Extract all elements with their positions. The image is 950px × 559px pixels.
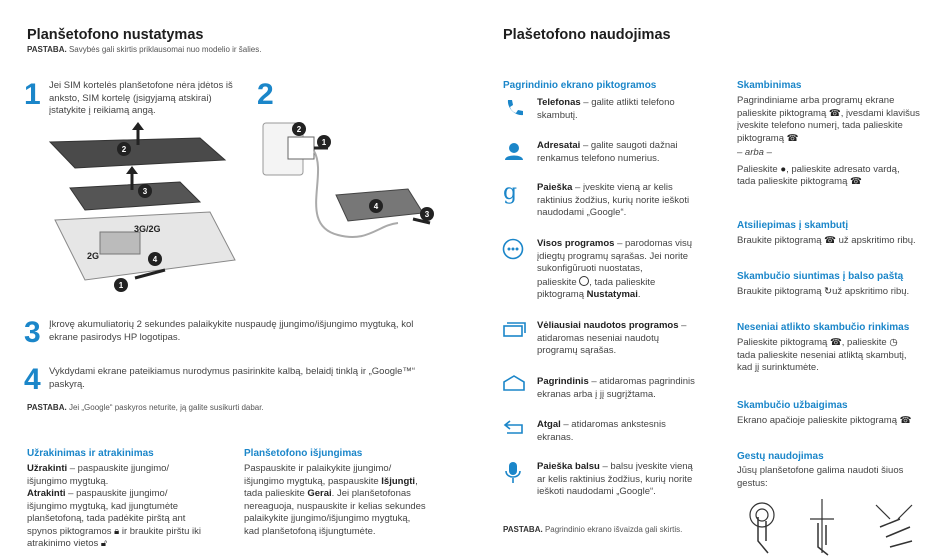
adapter-shape (288, 137, 314, 159)
apps-icon (502, 238, 524, 260)
right-note: PASTABA. Pagrindinio ekrano išvaizda gali skirtis. (503, 525, 683, 534)
home-icons-heading: Pagrindinio ekrano piktogramos (503, 80, 657, 91)
google-g-icon: g (503, 180, 518, 205)
lock-heading: Užrakinimas ir atrakinimas (27, 448, 154, 459)
step-2-number: 2 (257, 78, 274, 111)
left-note (27, 45, 261, 54)
gesture-illustrations (740, 497, 930, 557)
calls-text: Pagrindiniame arba programų ekrane palieskite piktogramą ☎︎, įvesdami klavišus įveskite telefono numerį, tada palieskite piktogramą ☎︎ – arba – Palieskite ●, palieskite adresato vardą, tada palieskite piktogramą ☎︎ (737, 95, 920, 187)
charge-callout-4: 4 (369, 199, 383, 213)
calls-heading: Skambinimas (737, 80, 802, 91)
note2-label: PASTABA. (27, 403, 67, 412)
left-page-title: Planšetofono nustatymas (27, 27, 204, 43)
item-contacts: Adresatai – galite saugoti dažnai renkamus telefono numerius. (537, 140, 678, 164)
right-page-title: Plašetofono naudojimas (503, 27, 671, 43)
end-call-text: Ekrano apačioje palieskite piktogramą ☎︎ (737, 415, 912, 426)
recent-call-heading: Neseniai atlikto skambučio rinkimas (737, 322, 910, 333)
end-call-heading: Skambučio užbaigimas (737, 400, 848, 411)
unlock-icon: 🔓︎ (100, 538, 108, 549)
lock-text: Užrakinti – paspauskite įjungimo/ išjungimo mygtuką. Atrakinti – paspauskite įjungimo/ išjungimo mygtuką, kad įjungtumėte planšetofoną, tada padėkite pirštą ant spynos piktogramos 🔒︎ ir braukite pirštu iki atrakinimo vietos 🔓︎ (27, 463, 202, 549)
item-back: Atgal – atidaromas ankstesnis ekranas. (537, 419, 666, 443)
phone-recent-icon: ☎︎ (829, 337, 842, 348)
microphone-icon (504, 460, 522, 484)
sim-2g-label: 2G (87, 251, 100, 261)
voicemail-text: Braukite piktogramą ↻už apskritimo ribų. (737, 286, 910, 297)
voicemail-icon: ↻ (824, 286, 833, 297)
swipe-gesture-icon (810, 499, 834, 555)
back-icon (502, 418, 526, 436)
left-note-2 (27, 403, 264, 412)
step-4-number: 4 (24, 363, 41, 396)
item-search: Paieška – įveskite vieną ar kelis raktinius žodžius, kurių norite ieškoti naudodami „Google“. (537, 182, 690, 218)
tablet-body-shape (55, 212, 235, 280)
charge-callout-2: 2 (292, 122, 306, 136)
sim-3g-label: 3G/2G (134, 224, 161, 234)
callout-3: 3 (138, 184, 152, 198)
lock-icon: 🔒︎ (114, 525, 120, 537)
charge-callout-3: 3 (420, 207, 434, 221)
answer-text: Braukite piktogramą ☎︎ už apskritimo ribų. (737, 235, 916, 246)
note-text: Savybės gali skirtis priklausomai nuo modelio ir šalies. (68, 45, 262, 54)
item-voice-search: Paieška balsu – balsu įveskite vieną ar kelis raktinius žodžius, kurių norite ieškoti naudodami „Google“. (537, 461, 693, 497)
sim-insert-illustration (40, 120, 240, 300)
clock-icon: ◷ (889, 337, 898, 348)
step-3-number: 3 (24, 316, 41, 349)
item-home: Pagrindinis – atidaromas pagrindinis ekranas arba į jį sugrįžtama. (537, 376, 695, 400)
step-1-text: Jei SIM kortelės planšetofone nėra įdėtos iš anksto, SIM kortelę (įsigyjamą atskirai) įstatykite į reikiamą angą. (49, 80, 233, 116)
power-off-heading: Planšetofono išjungimas (244, 448, 363, 459)
charging-illustration (258, 115, 448, 265)
gestures-text: Jūsų planšetofone galima naudoti šiuos gestus: (737, 465, 904, 489)
gestures-heading: Gestų naudojimas (737, 451, 824, 462)
pinch-gesture-icon (876, 505, 912, 547)
recent-call-text: Palieskite piktogramą ☎︎, palieskite ◷ tada palieskite neseniai atliktą skambutį, kad jį surinktumėte. (737, 337, 907, 373)
step-3-text: Įkrovę akumuliatorių 2 sekundes palaikykite nuspaudę įjungimo/išjungimo mygtuką, kol ekrane pasirodys HP logotipas. (49, 319, 414, 343)
phone-icon (503, 97, 525, 119)
battery-shape (70, 182, 200, 210)
end-call-icon: ☎︎ (899, 415, 912, 426)
step-1-number: 1 (24, 78, 41, 111)
step-4-text: Vykdydami ekrane pateikiamus nurodymus pasirinkite kalbą, belaidį tinklą ir „Google™“ paskyrą. (49, 366, 416, 390)
recent-apps-icon (502, 320, 526, 338)
item-recent-apps: Vėliausiai naudotos programos – atidaromas neseniai naudotų programų sąrašas. (537, 320, 687, 356)
home-icon (502, 374, 526, 392)
sim-slot-shape (100, 232, 140, 254)
voicemail-heading: Skambučio siuntimas į balso paštą (737, 271, 904, 282)
phone-inline-icon-3: ☎︎ (850, 176, 862, 187)
power-off-text: Paspauskite ir palaikykite įjungimo/ išjungimo mygtuką, paspauskite Išjungti, tada palieskite Gerai. Jei planšetofonas nereaguoja, nuspauskite ir kelias sekundes palaikykite įjungimo/išjungimo mygtuką, kad planšetofoną išjungtumėte. (244, 463, 426, 537)
phone-inline-icon-2: ☎︎ (786, 132, 799, 144)
phone-inline-icon: ☎︎ (828, 107, 841, 119)
tap-gesture-icon (750, 503, 774, 553)
note-label: PASTABA. (27, 45, 67, 54)
phone-answer-icon: ☎︎ (824, 235, 836, 246)
callout-2: 2 (117, 142, 131, 156)
callout-4: 4 (148, 252, 162, 266)
contact-inline-icon: ● (780, 163, 787, 175)
callout-1: 1 (114, 278, 128, 292)
apps-inline-icon (579, 276, 589, 286)
charge-callout-1: 1 (317, 135, 331, 149)
item-phone: Telefonas – galite atlikti telefono skambutį. (537, 97, 675, 121)
contact-icon (503, 140, 525, 162)
note2-text: Jei „Google“ paskyros neturite, ją galite susikurti dabar. (68, 403, 264, 412)
answer-heading: Atsiliepimas į skambutį (737, 220, 849, 231)
item-all-apps: Visos programos – parodomas visų įdiegtų programų sąrašas. Jei norite sukonfigūruoti nuostatas, palieskite , tada palieskite piktogramą Nustatymai. (537, 238, 693, 300)
